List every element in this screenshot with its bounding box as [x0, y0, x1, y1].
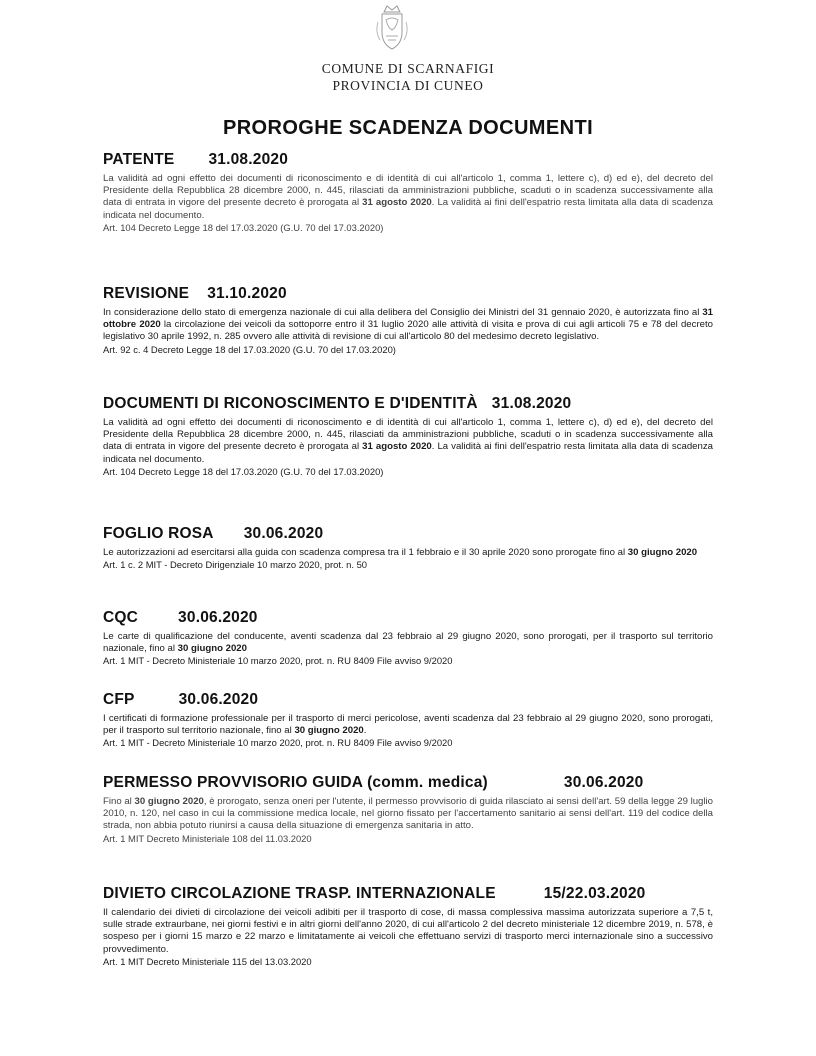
section-heading — [103, 524, 713, 543]
section-revisione — [103, 284, 713, 356]
section-date: 30.06.2020 — [178, 609, 258, 626]
section-documenti-riconoscimento — [103, 394, 713, 478]
section-date: 30.06.2020 — [563, 774, 644, 791]
section-heading-label: REVISIONE — [103, 285, 190, 302]
section-heading-label: PATENTE — [103, 151, 175, 168]
coat-of-arms-icon — [372, 2, 412, 52]
section-reference: Art. 1 c. 2 MIT - Decreto Dirigenziale 10 marzo 2020, prot. n. 50 — [103, 559, 368, 571]
municipality-header — [0, 60, 816, 94]
document-title: PROROGHE SCADENZA DOCUMENTI — [222, 117, 594, 139]
section-reference: Art. 104 Decreto Legge 18 del 17.03.2020 (G.U. 70 del 17.03.2020) — [103, 465, 384, 477]
section-paragraph: Le autorizzazioni ad esercitarsi alla guida con scadenza compresa tra il 1 febbraio e il 30 aprile 2020 sono prorogate fino al 30 giugno 2020 — [103, 547, 698, 558]
section-permesso-provvisorio — [103, 773, 713, 845]
section-heading — [103, 690, 713, 709]
section-foglio-rosa — [103, 524, 713, 571]
section-paragraph: Il calendario dei divieti di circolazione dei veicoli adibiti per il trasporto di cose, di massa complessiva massima autorizzata superiore a 7,5 t, sulle strade extraurbane, nei giorni festivi e in altri giorni dell'anno 2020, di cui all'articolo 2 del decreto ministeriale 12 dicembre 2019, n. 578, è sospeso per i giorni 15 marzo e 22 marzo e limitatamente ai veicoli che effettuano servizi di trasporto merci internazionale sino a successivo provvedimento. — [103, 907, 713, 955]
section-heading-label: CQC — [103, 609, 139, 626]
section-heading — [103, 608, 713, 627]
section-reference: Art. 104 Decreto Legge 18 del 17.03.2020 (G.U. 70 del 17.03.2020) — [103, 221, 384, 233]
section-heading-label: DIVIETO CIRCOLAZIONE TRASP. INTERNAZIONALE — [103, 885, 496, 902]
section-paragraph: La validità ad ogni effetto dei documenti di riconoscimento e di identità di cui all'articolo 1, comma 1, lettere c), d) ed e), del decreto del Presidente della Repubblica 28 dicembre 2000, n. 445, rilasciati da amministrazioni pubbliche, scaduti o in scadenza successivamente alla data di entrata in vigore del presente decreto è prorogata al 31 agosto 2020. La validità ai fini dell'espatrio resta limitata alla data di scadenza indicata nel documento. — [103, 417, 713, 465]
section-reference: Art. 1 MIT - Decreto Ministeriale 10 marzo 2020, prot. n. RU 8409 File avviso 9/2020 — [103, 655, 453, 667]
section-date: 31.10.2020 — [207, 285, 287, 302]
section-paragraph: Le carte di qualificazione del conducente, aventi scadenza dal 23 febbraio al 29 giugno 2020, sono prorogati, per il trasporto sul territorio nazionale, fino al 30 giugno 2020 — [103, 631, 713, 655]
section-heading — [103, 884, 713, 903]
section-heading-label: CFP — [103, 691, 135, 708]
province-name: PROVINCIA DI CUNEO — [332, 78, 484, 93]
section-divieto-circolazione — [103, 884, 713, 968]
section-date: 30.06.2020 — [178, 691, 259, 708]
section-heading-label: FOGLIO ROSA — [103, 525, 214, 542]
section-date: 30.06.2020 — [243, 525, 324, 542]
section-heading-label: PERMESSO PROVVISORIO GUIDA (comm. medica) — [103, 774, 488, 791]
section-patente — [103, 150, 713, 234]
section-reference: Art. 1 MIT - Decreto Ministeriale 10 marzo 2020, prot. n. RU 8409 File avviso 9/2020 — [103, 737, 453, 749]
section-heading — [103, 284, 713, 303]
section-heading — [103, 773, 713, 792]
section-heading-label: DOCUMENTI DI RICONOSCIMENTO E D'IDENTITÀ — [103, 395, 478, 412]
section-date: 15/22.03.2020 — [543, 885, 646, 902]
section-paragraph: Fino al 30 giugno 2020, è prorogato, senza oneri per l'utente, il permesso provvisorio di guida rilasciato ai sensi dell'art. 59 della legge 29 luglio 2010, n. 120, nel caso in cui la commissione medica locale, nel giorno fissato per l'accertamento sanitario ai sensi dell'art. 119 del codice della strada, non abbia potuto riunirsi a causa della situazione di emergenza sanitaria in atto. — [103, 796, 713, 832]
section-heading — [103, 150, 713, 169]
section-paragraph: La validità ad ogni effetto dei documenti di riconoscimento e di identità di cui all'articolo 1, comma 1, lettere c), d) ed e), del decreto del Presidente della Repubblica 28 dicembre 2000, n. 445, rilasciati da amministrazioni pubbliche, scaduti o in scadenza successivamente alla data di entrata in vigore del presente decreto è prorogata al 31 agosto 2020. La validità ai fini dell'espatrio resta limitata alla data di scadenza indicata nel documento. — [103, 173, 713, 221]
section-reference: Art. 1 MIT Decreto Ministeriale 115 del 13.03.2020 — [103, 955, 312, 967]
section-paragraph: I certificati di formazione professionale per il trasporto di merci pericolose, aventi scadenza dal 23 febbraio al 29 giugno 2020, sono prorogati, per il trasporto sul territorio nazionale, fino al 30 giugno 2020. — [103, 713, 713, 737]
section-date: 31.08.2020 — [208, 151, 289, 168]
section-reference: Art. 1 MIT Decreto Ministeriale 108 del 11.03.2020 — [103, 832, 312, 844]
section-reference: Art. 92 c. 4 Decreto Legge 18 del 17.03.2020 (G.U. 70 del 17.03.2020) — [103, 343, 396, 355]
section-heading — [103, 394, 713, 413]
section-cfp — [103, 690, 713, 749]
section-paragraph: In considerazione dello stato di emergenza nazionale di cui alla delibera del Consiglio dei Ministri del 31 gennaio 2020, è autorizzata fino al 31 ottobre 2020 la circolazione dei veicoli da sottoporre entro il 31 luglio 2020 alle attività di visita e prova di cui agli articoli 75 e 78 del decreto legislativo 30 aprile 1992, n. 285 ovvero alle attività di revisione di cui all'articolo 80 del medesimo decreto legislativo. — [103, 307, 713, 343]
section-cqc — [103, 608, 713, 667]
section-date: 31.08.2020 — [491, 395, 572, 412]
municipality-name: COMUNE DI SCARNAFIGI — [321, 61, 495, 76]
